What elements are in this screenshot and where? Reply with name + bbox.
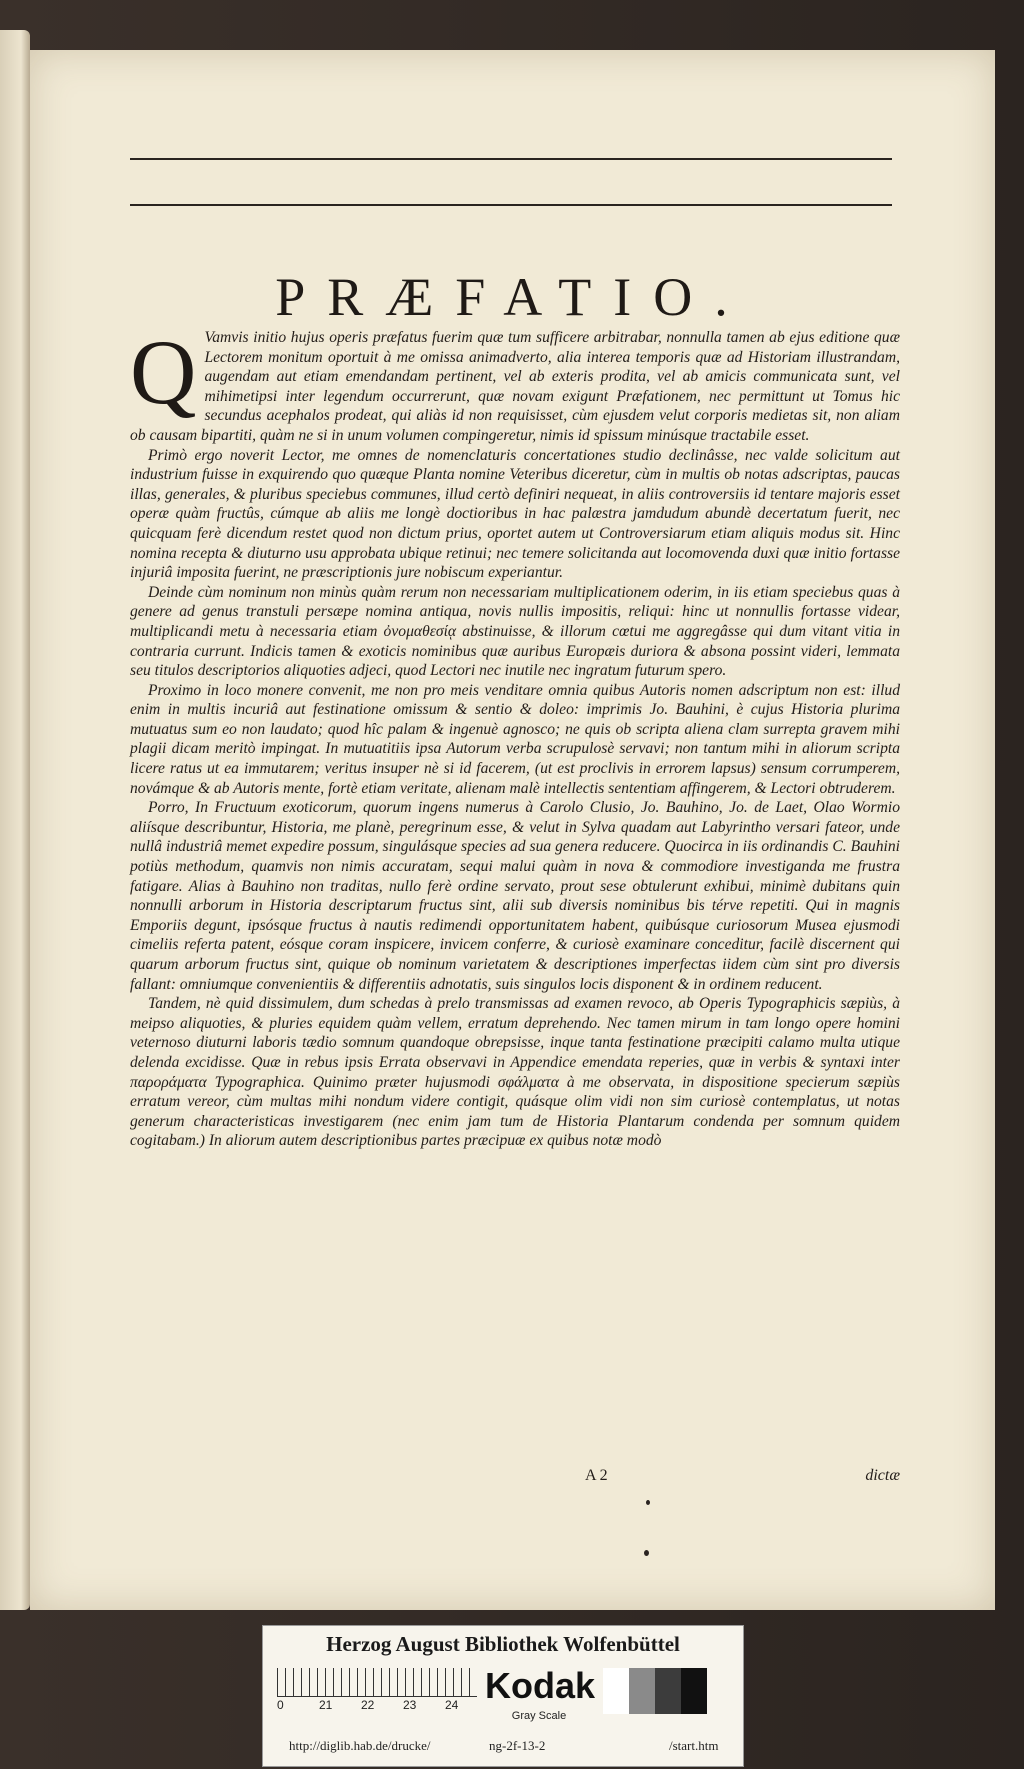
ruler-number: 0 — [277, 1698, 284, 1712]
paragraph-1 — [130, 321, 900, 446]
preface-body — [130, 321, 900, 1151]
drop-cap: Q — [130, 321, 197, 423]
paragraph-3: Deinde cùm nominum non minùs quàm rerum non necessariam multiplicationem oderim, in iis etiam speciebus quas à genere ad genus transtuli persæpe nomina antiqua, novis nullis impositis, reliqui: hinc ut nonnullis fortasse videar, multiplicandi metu à necessaria etiam ὀνομαθεσίᾳ abstinuisse, & illorum cœtui me aggregâsse qui dum vitant vitia in contraria currunt. Indicis tamen & exoticis nominibus quæ auribus Europæis duriora & absona possint videri, lemmata seu titulos descriptorios aliquoties adjeci, quod Lectori nec inutile nec ingratum futurum spero. — [130, 583, 900, 680]
ruler-number: 22 — [361, 1698, 375, 1712]
ruler-number: 23 — [403, 1698, 417, 1712]
ink-spot — [644, 1550, 649, 1556]
library-url: http://diglib.hab.de/drucke/ — [289, 1738, 431, 1753]
ruler-scale — [277, 1668, 477, 1697]
start-file: /start.htm — [669, 1738, 719, 1753]
kodak-logo: Kodak — [485, 1665, 596, 1706]
paragraph-2: Primò ergo noverit Lector, me omnes de nomenclaturis concertationes studio declinâsse, nec valde solicitum aut industrium fuisse in exquirendo quo quæque Planta nomine Veteribus diceretur, cùm in multis ob notas adscriptas, paucas illas, generales, & pluribus speciebus communes, illud certò definiri nequeat, in aliis controversiis id tentare majoris esset operæ quàm fructûs, cúmque ab aliis me longè doctioribus in hac palæstra jamdudum abundè decertatum fuerit, nec quicquam ferè dicendum restet quod non dictum prius, oportet autem ut Controversiarum etiam aliquis modus sit. Hinc nomina recepta & diuturno usu approbata ubique retinui; nec temere solicitanda aut locomovenda duxi quæ initio fortasse injuriâ imposita fuerint, ne præscriptionis jure nobiscum experiantur. — [130, 446, 900, 582]
gray-patch — [681, 1668, 707, 1714]
signature-mark: A 2 — [585, 1467, 608, 1484]
gray-patch — [603, 1668, 629, 1714]
ruler-number: 21 — [319, 1698, 333, 1712]
paragraph-6: Tandem, nè quid dissimulem, dum schedas à prelo transmissas ad examen revoco, ab Operis Typographicis sæpiùs, à meipso aliquoties, & pluries equidem quàm vellem, erratum deprehendo. Nec tamen mirum in tam longo opere homini veternoso diuturni laboris tædio somnum quandoque obrepsisse, inque tanta festinatione præcipiti calamo multa utique delenda excidisse. Quæ in rebus ipsis Errata observavi in Appendice emendata reperies, quæ in verbis & syntaxi inter παροράματα Typographica. Quinimo præter hujusmodi σφάλματα à me observata, in dispositione specierum sæpiùs erratum vereor, cùm multas mihi nondum videre contigit, quásque olim vidi non sim curiosè contemplatus, ut notas generum characteristicas investigarem (nec enim jam tum de Historia Plantarum condenda per somnum quidem cogitabam.) In aliorum autem descriptionibus partes præcipuæ ex quibus notæ modò — [130, 995, 900, 1150]
library-name: Herzog August Bibliothek Wolfenbüttel — [326, 1632, 680, 1656]
top-rule — [130, 158, 892, 160]
paragraph-text: Vamvis initio hujus operis præfatus fuerim quæ tum sufficere arbitrabar, nonnulla tamen ab ejus editione quæ Lectorem monitum oportuit à me omissa animadverto, alia interea temporis quæ ad Historiam illustrandam, augendam aut etiam emendandam pertinent, vel ab exteris prodita, vel ab amicis communicata sunt, vel mihimetipsi inter legendum occurrerunt, quæ novam exigunt Præfationem, nec permittunt ut Tomus hic secundus acephalos prodeat, qui aliàs id non requisisset, cùm ejusdem velut corporis medietas sit, non aliam ob causam bipartiti, quàm ne si in unum volumen compingeretur, nimis id spissum minúsque tractabile esset. — [130, 329, 900, 444]
ruler-number: 24 — [445, 1698, 459, 1712]
paragraph-5: Porro, In Fructuum exoticorum, quorum ingens numerus à Carolo Clusio, Jo. Bauhino, Jo. de Laet, Olao Wormio aliísque describuntur, Historia, me planè, peregrinum esse, & velut in Sylva quadam aut Labyrintho versari fateor, unde nullâ industriâ memet expedire possum, singulásque species ad sua genera reducere. Quocirca in iis ordinandis C. Bauhini potiùs methodum, quamvis non nimis accuratam, sequi malui quàm in nova & commodiore investiganda me frustra fatigare. Alias à Bauhino non traditas, nullo ferè ordine servato, prout sese obtulerunt exhibui, minimè dubitans quin nonnulli arborum in Historia descriptarum fructus sint, alii sub diversis nominibus bis térve repetiti. Qui in magnis Emporiis degunt, ipsósque fructus à nautis redimendi opportunitatem habent, quibúsque curiosorum Musea ejusmodi cimeliis referta patent, eósque coram inspicere, invicem conferre, & curiosè examinare conceditur, facilè discernent qui quarum arborum fructus sint, quique ob nominum varietatem & descriptiones imperfectas iidem cùm sint pro diversis fallant: omniumque convenientiis & differentiis adnotatis, suis singulos locis disponent & in ordinem reducent. — [130, 799, 900, 993]
gray-scale-label: Gray Scale — [511, 1710, 567, 1722]
book-page — [30, 50, 995, 1610]
ink-spot — [646, 1500, 650, 1505]
paragraph-4: Proximo in loco monere convenit, me non pro meis venditare omnia quibus Autoris nomen adscriptum non est: illud enim in multis incuriâ aut festinatione omissum & sentio & doleo: imprimis Jo. Bauhini, è cujus Historia plurima mutuatus sum eo non laudato; quod hîc palam & ingenuè agnosco; ne quis ob scripta aliena clam surrepta gravem mihi plagii dicam meritò impingat. In mutuatitiis ipsa Autorum verba scrupulosè servavi; non tantum mihi in aliorum scripta licere ratus ut ea immutarem; veritus insuper nè si id facerem, (ut est proclivis in errorem lapsus) sensum corrumperem, novámque & ab Autoris mente, fortè etiam veritate, alienam malè intellectis sententiam affingerem, & Lectori obtruderem. — [130, 681, 900, 797]
gray-patch — [655, 1668, 681, 1714]
digital-library-url-row — [263, 1738, 743, 1760]
second-rule — [130, 204, 892, 206]
page-title: PRÆFATIO. — [275, 267, 750, 328]
catchword: dictæ — [865, 1467, 900, 1484]
previous-page-edge — [0, 30, 30, 1610]
library-color-target — [262, 1625, 744, 1767]
gray-patch — [629, 1668, 655, 1714]
shelfmark: ng-2f-13-2 — [489, 1738, 546, 1753]
ruler-numbers — [277, 1698, 477, 1714]
